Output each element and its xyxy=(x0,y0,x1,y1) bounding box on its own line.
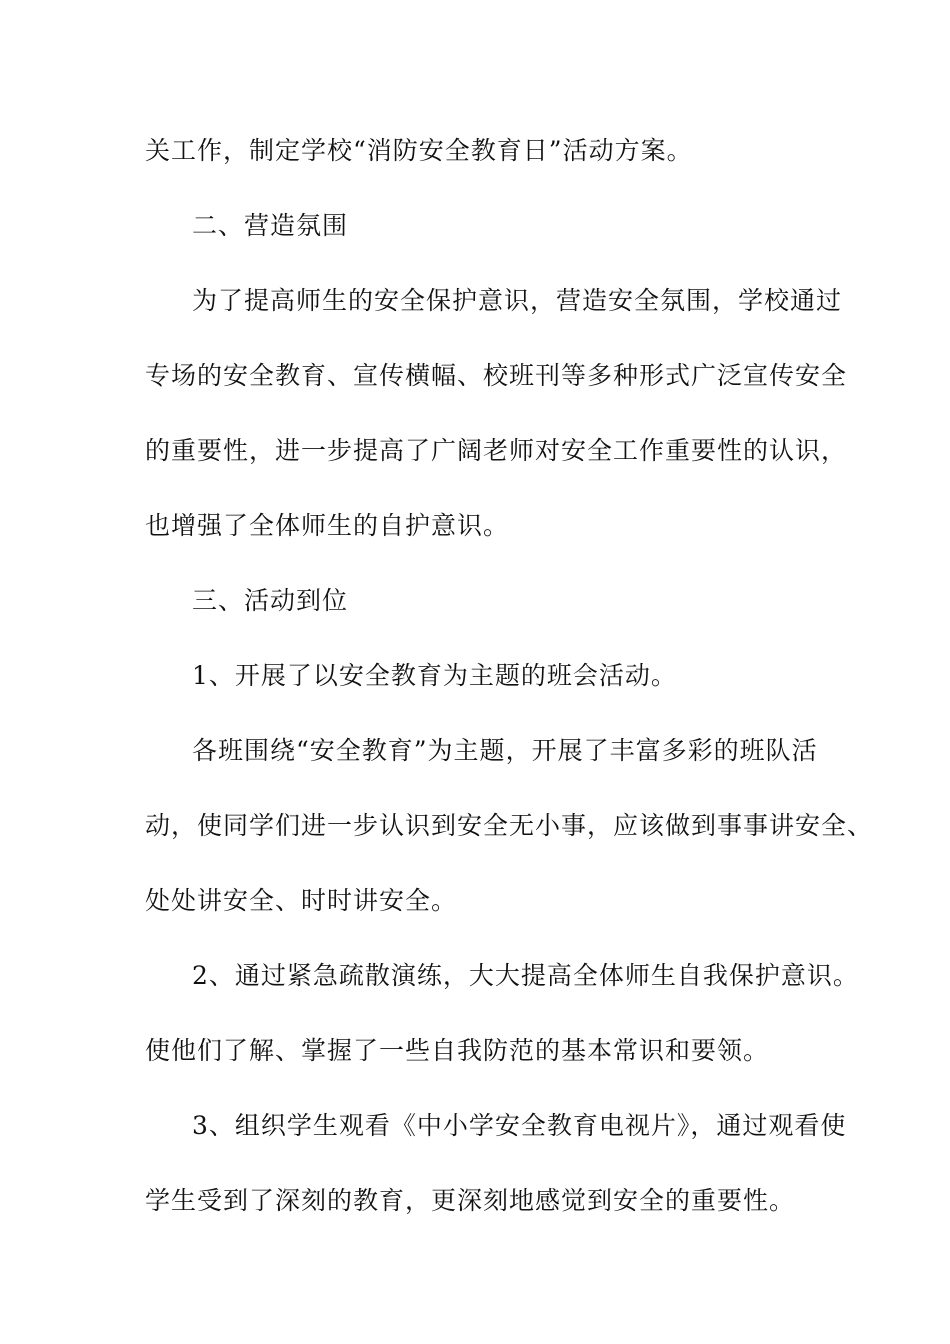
list-item: 3、组织学生观看《中小学安全教育电视片》，通过观看使 xyxy=(192,1111,847,1140)
text-line: 也增强了全体师生的自护意识。 xyxy=(145,511,510,540)
text-line: 使他们了解、掌握了一些自我防范的基本常识和要领。 xyxy=(145,1036,770,1065)
text-line: 处处讲安全、时时讲安全。 xyxy=(145,886,458,915)
list-item: 1、开展了以安全教育为主题的班会活动。 xyxy=(192,661,677,690)
text-line: 为了提高师生的安全保护意识，营造安全氛围，学校通过 xyxy=(192,286,843,315)
text-line: 专场的安全教育、宣传横幅、校班刊等多种形式广泛宣传安全 xyxy=(145,361,848,390)
text-line: 关工作，制定学校“消防安全教育日”活动方案。 xyxy=(145,136,693,165)
text-line: 各班围绕“安全教育”为主题，开展了丰富多彩的班队活 xyxy=(192,736,818,765)
section-heading: 三、活动到位 xyxy=(192,586,349,615)
text-line: 学生受到了深刻的教育，更深刻地感觉到安全的重要性。 xyxy=(145,1186,796,1215)
section-heading: 二、营造氛围 xyxy=(192,211,349,240)
text-line: 的重要性，进一步提高了广阔老师对安全工作重要性的认识， xyxy=(145,436,848,465)
text-line: 动，使同学们进一步认识到安全无小事，应该做到事事讲安全、 xyxy=(145,811,874,840)
list-item: 2、通过紧急疏散演练，大大提高全体师生自我保护意识。 xyxy=(192,961,859,990)
